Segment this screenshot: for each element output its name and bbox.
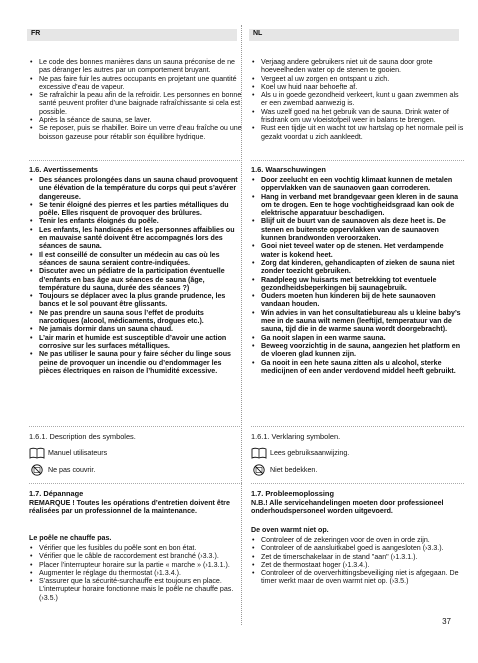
- list-item: • Il est conseillé de consulter un médecin au cas où les séances de sauna seraient contre-indiquées.: [29, 251, 242, 268]
- list-item: • Ne pas faire fuir les autres occupants en projetant une quantité excessive d’eau de vapeur.: [29, 75, 242, 92]
- symbol-row-manual-fr: [29, 446, 107, 460]
- list-item: • Rust een tijdje uit en wacht tot uw hartslag op het normale peil is gezakt voordat u zich aankleedt.: [251, 124, 464, 141]
- list-item: • Controleer of de oververhittingsbeveiliging niet is afgegaan. De timer werkt maar de oven warmt niet op. (›3.5.): [251, 569, 464, 586]
- list-item: • Koel uw huid naar behoefte af.: [251, 83, 464, 91]
- symbols-title-fr: 1.6.1. Description des symboles.: [29, 432, 136, 441]
- list-item: • Augmenter le réglage du thermostat (›1.3.4.).: [29, 569, 242, 577]
- list-item: • Gooi niet teveel water op de stenen. Het verdampende water is kokend heet.: [251, 242, 464, 259]
- list-item: • Controleer of de aansluitkabel goed is aangesloten (›3.3.).: [251, 544, 464, 552]
- warnings-list-fr: [29, 176, 242, 375]
- intro-list-nl: [251, 58, 464, 141]
- symbol-row-manual-nl: [251, 446, 349, 460]
- list-item: • Ga nooit slapen in een warme sauna.: [251, 334, 464, 342]
- symbol-nocover-label: Ne pas couvrir.: [48, 465, 96, 474]
- list-item: • Verjaag andere gebruikers niet uit de sauna door grote hoeveelheden water op de stenen te gooien.: [251, 58, 464, 75]
- open-book-icon: [29, 447, 45, 459]
- lang-tag-fr: [27, 29, 237, 41]
- warnings-list-nl: [251, 176, 464, 375]
- section-rule: [251, 426, 464, 427]
- list-item: • Des séances prolongées dans un sauna chaud provoquent une élévation de la température du corps qui peut s’avérer dangereuse.: [29, 176, 242, 201]
- list-item: • Als u in goede gezondheid verkeert, kunt u gaan zwemmen als er een zwembad aanwezig is.: [251, 91, 464, 108]
- list-item: • Les enfants, les handicapés et les personnes affaiblies ou en mauvaise santé doivent être accompagnés lors des séances de sauna.: [29, 226, 242, 251]
- lang-tag-fr-label: FR: [31, 30, 41, 37]
- list-item: • Se reposer, puis se rhabiller. Boire un verre d’eau fraîche ou une boisson gazeuse pour rétablir son équilibre hydrique.: [29, 124, 242, 141]
- symbol-row-nocover-nl: [251, 463, 317, 477]
- trouble-title-nl: 1.7. Probleemoplossing: [251, 489, 334, 498]
- list-item: • Tenir les enfants éloignés du poêle.: [29, 217, 242, 225]
- list-item: • Beweeg voorzichtig in de sauna, aangezien het platform en de vloeren glad kunnen zijn.: [251, 342, 464, 359]
- list-item: • Se rafraîchir la peau afin de la refroidir. Les personnes en bonne santé peuvent profiter d’une baignade rafraîchissante si cela est possible.: [29, 91, 242, 116]
- list-item: • L’air marin et humide est susceptible d’avoir une action corrosive sur les surfaces métalliques.: [29, 334, 242, 351]
- intro-list-fr: [29, 58, 242, 141]
- list-item: • Vérifier que les fusibles du poêle sont en bon état.: [29, 544, 242, 552]
- trouble-note-nl: N.B.! Alle servicehandelingen moeten door professioneel onderhoudspersoneel worden uitgevoerd.: [251, 499, 444, 516]
- list-item: • Zorg dat kinderen, gehandicapten of zieken de sauna niet zonder toezicht gebruiken.: [251, 259, 464, 276]
- trouble-sub-fr: Le poêle ne chauffe pas.: [29, 534, 112, 542]
- page-number: 37: [442, 617, 451, 626]
- trouble-sub-nl: De oven warmt niet op.: [251, 526, 329, 534]
- list-item: • Placer l’interrupteur horaire sur la partie « marche » (›1.3.1.).: [29, 561, 242, 569]
- list-item: • Après la séance de sauna, se laver.: [29, 116, 242, 124]
- symbol-nocover-label: Niet bedekken.: [270, 465, 318, 474]
- lang-tag-nl: [249, 29, 459, 41]
- no-cover-icon: [251, 464, 267, 476]
- trouble-list-fr: [29, 544, 242, 602]
- list-item: • Hang in verband met brandgevaar geen kleren in de sauna om te drogen. Een te hoge vochtigheidsgraad kan ook de elektrische apparatuur beschadigen.: [251, 193, 464, 218]
- trouble-list-nl: [251, 536, 464, 586]
- list-item: • Le code des bonnes manières dans un sauna préconise de ne pas déranger les autres par un comportement bruyant.: [29, 58, 242, 75]
- list-item: • Controleer of de zekeringen voor de oven in orde zijn.: [251, 536, 464, 544]
- section-rule: [29, 160, 242, 161]
- list-item: • Ne jamais dormir dans un sauna chaud.: [29, 325, 242, 333]
- symbol-row-nocover-fr: [29, 463, 95, 477]
- warnings-title-nl: 1.6. Waarschuwingen: [251, 165, 326, 174]
- list-item: • Was uzelf goed na het gebruik van de sauna. Drink water of frisdrank om uw vloeistofpeil weer in balans te brengen.: [251, 108, 464, 125]
- section-rule: [29, 426, 242, 427]
- list-item: • Vérifier que le câble de raccordement est branché (›3.3.).: [29, 552, 242, 560]
- list-item: • Ouders moeten hun kinderen bij de hete saunaoven vandaan houden.: [251, 292, 464, 309]
- list-item: • S’assurer que la sécurité-surchauffe est toujours en place. L’interrupteur horaire fonctionne mais le poêle ne chauffe pas. (›3.5.): [29, 577, 242, 602]
- symbol-manual-label: Lees gebruiksaanwijzing.: [270, 448, 350, 457]
- list-item: • Raadpleeg uw huisarts met betrekking tot eventuele gezondheidsbeperkingen bij saunagebruik.: [251, 276, 464, 293]
- list-item: • Toujours se déplacer avec la plus grande prudence, les bancs et le sol pouvant être glissants.: [29, 292, 242, 309]
- list-item: • Win advies in van het consultatiebureau als u kleine baby’s mee in de sauna wilt nemen (leeftijd, temperatuur van de sauna, tijd die in de warme sauna wordt doorgebracht).: [251, 309, 464, 334]
- list-item: • Ga nooit in een hete sauna zitten als u alcohol, sterke medicijnen of een ander verdovend middel heeft gebruikt.: [251, 359, 464, 376]
- list-item: • Zet de thermostaat hoger (›1.3.4.).: [251, 561, 464, 569]
- section-rule: [251, 160, 464, 161]
- symbols-title-nl: 1.6.1. Verklaring symbolen.: [251, 432, 341, 441]
- list-item: • Vergeet al uw zorgen en ontspant u zich.: [251, 75, 464, 83]
- list-item: • Se tenir éloigné des pierres et les parties métalliques du poêle. Elles risquent de provoquer des brûlures.: [29, 201, 242, 218]
- list-item: • Discuter avec un pédiatre de la participation éventuelle d’enfants en bas âge aux séances de sauna (âge, température du sauna, durée des séances ?): [29, 267, 242, 292]
- open-book-icon: [251, 447, 267, 459]
- trouble-note-fr: REMARQUE ! Toutes les opérations d’entretien doivent être réalisées par un professionnel de la maintenance.: [29, 499, 230, 516]
- list-item: • Ne pas utiliser le sauna pour y faire sécher du linge sous peine de provoquer un incendie ou d’endommager les pièces électriques en raison de l’humidité excessive.: [29, 350, 242, 375]
- lang-tag-nl-label: NL: [253, 30, 263, 37]
- list-item: • Door zeelucht en een vochtig klimaat kunnen de metalen oppervlakken van de saunaoven gaan corroderen.: [251, 176, 464, 193]
- trouble-title-fr: 1.7. Dépannage: [29, 489, 84, 498]
- symbol-manual-label: Manuel utilisateurs: [48, 448, 108, 457]
- no-cover-icon: [29, 464, 45, 476]
- list-item: • Blijf uit de buurt van de saunaoven als deze heet is. De stenen en buitenste oppervlakken van de saunaoven kunnen brandwonden veroorzaken.: [251, 217, 464, 242]
- section-rule: [251, 483, 464, 484]
- list-item: • Ne pas prendre un sauna sous l’effet de produits narcotiques (alcool, médicaments, drogues etc.).: [29, 309, 242, 326]
- warnings-title-fr: 1.6. Avertissements: [29, 165, 98, 174]
- section-rule: [29, 483, 242, 484]
- list-item: • Zet de timerschakelaar in de stand "aan" (›1.3.1.).: [251, 553, 464, 561]
